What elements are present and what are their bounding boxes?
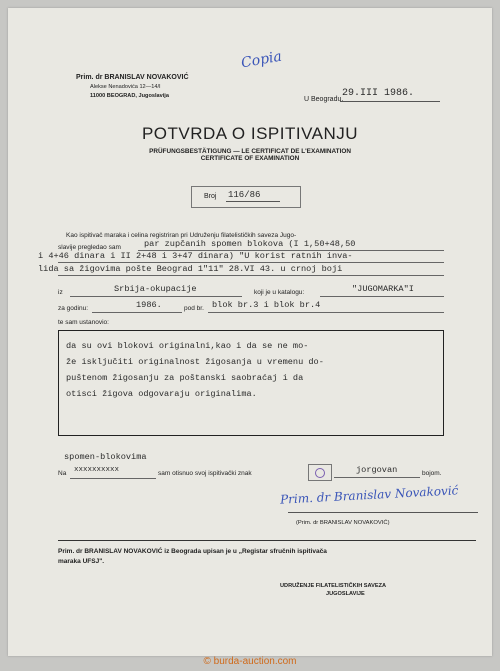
number-underline [208,312,444,313]
header-city: 11000 BEOGRAD, Jugoslavija [90,93,169,99]
examiner-mark-box [308,464,332,481]
copia-annotation: Copia [239,48,284,72]
header-address: Alekse Nenadovića 12—14/I [90,84,161,90]
subtitle-english: CERTIFICATE OF EXAMINATION [200,155,300,162]
typed-description-2: i 4+46 dinara i II 2+48 i 3+47 dinara) "U korist ratnih inva- [38,251,353,261]
year-underline [92,312,182,313]
issue-date: 29.III 1986. [342,88,415,99]
number-value: blok br.3 i blok br.4 [212,300,321,310]
marking-typed: spomen-blokovima [64,452,147,462]
catalog-underline [320,296,444,297]
footer-organization: UDRUŽENJE FILATELISTIČKIH SAVEZA [280,583,387,589]
marking-color-value: jorgovan [356,465,398,475]
footer-separator [58,540,476,541]
catalog-label: koji je u katalogu: [254,289,305,296]
found-label: te sam ustanovio: [58,319,109,326]
date-underline [340,101,440,102]
result-line-2: že isključiti originalnost žigosanja u vremenu do- [66,357,324,367]
footer-registry-line-2: maraka UFSJ". [58,558,105,565]
signature-line [288,512,478,513]
catalog-value: "JUGOMARKA"I [352,284,414,294]
certificate-sheet [8,8,492,656]
result-line-1: da su ovi blokovi originalni,kao i da se ne mo- [66,341,309,351]
watermark: © burda-auction.com [203,656,297,667]
year-value: 1986. [136,300,162,310]
result-line-3: puštenom žigosanju za poštanski saobraćaj i da [66,373,304,383]
intro-line-2: slavije pregledao sam [58,244,121,251]
header-name: Prim. dr BRANISLAV NOVAKOVIĆ [76,74,189,81]
result-line-4: otisci žigova odgovaraju originalima. [66,389,257,399]
marking-label-pre: Na [58,470,67,477]
examiner-signature: Prim. dr Branislav Novaković [279,483,459,507]
underline-3 [58,275,444,276]
examiner-mark-icon [315,468,325,478]
color-underline [334,477,420,478]
broj-label: Broj [204,193,217,200]
broj-value: 116/86 [228,190,261,200]
marking-label-post: bojom. [422,470,442,477]
document-title: POTVRDA O ISPITIVANJU [141,124,359,143]
marking-crossed: xxxxxxxxxx [74,466,120,474]
signature-caption: (Prim. dr BRANISLAV NOVAKOVIĆ) [296,520,390,526]
number-label: pod br. [184,305,204,312]
marking-underline [70,478,156,479]
country-value: Srbija-okupacije [114,284,197,294]
year-label: za godinu: [58,305,88,312]
place-label: U Beogradu, [304,96,344,103]
marking-label-mid: sam otisnuo svoj ispitivački znak [158,470,252,477]
country-underline [70,296,242,297]
underline-2 [58,262,444,263]
country-label: iz [58,289,63,296]
intro-line-1: Kao ispitivač maraka i celina registriran pri Udruženju filatelističkih saveza Jugo- [66,232,297,239]
typed-description-1: par zupčanih spomen blokova (I 1,50+48,50 [144,239,356,249]
footer-organization-country: JUGOSLAVIJE [326,591,365,597]
broj-underline [226,201,280,202]
subtitle-multilingual: PRÜFUNGSBESTÄTIGUNG — LE CERTIFICAT DE L'EXAMINATION [149,148,351,155]
footer-registry-line-1: Prim. dr BRANISLAV NOVAKOVIĆ iz Beograda upisan je u „Registar sfručnih ispitivača [58,548,327,555]
typed-description-3: lida sa žigovima pošte Beograd 1"11" 28.VI 43. u crnoj boji [38,264,343,274]
